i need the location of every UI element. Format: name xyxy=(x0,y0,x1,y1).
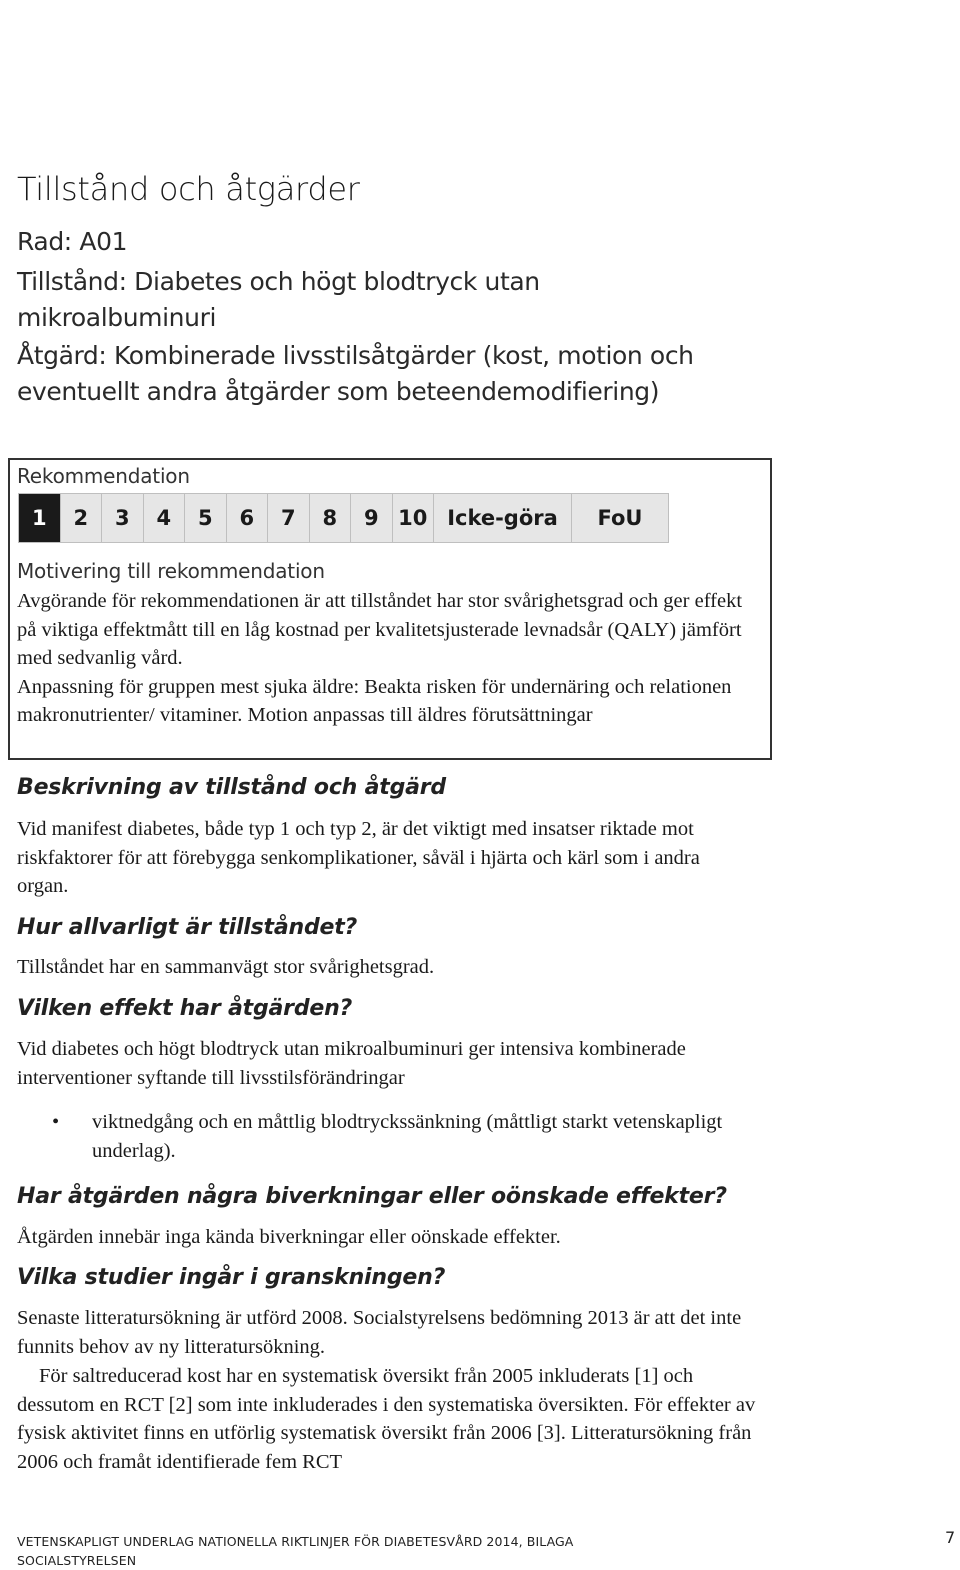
scale-cell-1: 1 xyxy=(19,494,61,542)
scale-cell-3: 3 xyxy=(102,494,144,542)
scale-cell-9: 9 xyxy=(351,494,393,542)
recommendation-label: Rekommendation xyxy=(17,464,190,488)
anpassning-paragraph: Anpassning för gruppen mest sjuka äldre: Beakta risken för undernäring och relationen makronutrienter/ vitaminer. Motion anpassas till äldres förutsättningar xyxy=(17,675,732,727)
scale-cell-fou: FoU xyxy=(597,506,643,530)
beskrivning-heading: Beskrivning av tillstånd och åtgärd xyxy=(17,775,446,800)
effekt-text: Vid diabetes och högt blodtryck utan mikroalbuminuri ger intensiva kombinerade interventioner syftande till livsstilsförändringar xyxy=(17,1038,686,1089)
page-number: 7 xyxy=(945,1528,956,1547)
studier-text-1: Senaste litteratursökning är utförd 2008. Socialstyrelsens bedömning 2013 är att det inte funnits behov av ny litteratursökning. xyxy=(17,1307,742,1358)
motivering-paragraph: Avgörande för rekommendationen är att tillståndet har stor svårighetsgrad och ger effekt på viktiga effektmått till en låg kostnad per kvalitetsjusterade levnadsår (QALY) jämfört med sedvanlig vård. xyxy=(17,590,743,670)
allvarligt-heading: Hur allvarligt är tillståndet? xyxy=(17,915,358,940)
scale-cell-icke-gora: Icke-göra xyxy=(434,494,572,542)
bullet-icon: • xyxy=(52,1111,60,1133)
rad-label: Rad: A01 xyxy=(17,227,128,256)
effekt-heading: Vilken effekt har åtgärden? xyxy=(17,996,353,1021)
scale-cell-4: 4 xyxy=(144,494,186,542)
footer-text: VETENSKAPLIGT UNDERLAG NATIONELLA RIKTLINJER FÖR DIABETESVÅRD 2014, BILAGA SOCIALSTYRELSEN xyxy=(17,1534,574,1568)
scale-cell-5: 5 xyxy=(185,494,227,542)
page-title: Tillstånd och åtgärder xyxy=(17,170,360,208)
scale-cell-6: 6 xyxy=(227,494,269,542)
effekt-bullet-text: viktnedgång och en måttlig blodtryckssänkning (måttligt starkt vetenskapligt underlag). xyxy=(92,1111,723,1162)
studier-heading: Vilka studier ingår i granskningen? xyxy=(17,1265,446,1290)
allvarligt-text: Tillståndet har en sammanvägt stor svårighetsgrad. xyxy=(17,956,435,978)
tillstand-label: Tillstånd: Diabetes och högt blodtryck utan mikroalbuminuri xyxy=(17,267,540,332)
scale-cell-8: 8 xyxy=(310,494,352,542)
biverkningar-text: Åtgärden innebär inga kända biverkningar eller oönskade effekter. xyxy=(17,1226,561,1248)
beskrivning-text: Vid manifest diabetes, både typ 1 och typ 2, är det viktigt med insatser riktade mot riskfaktorer för att förebygga senkomplikationer, såväl i hjärta och kärl som i andra organ. xyxy=(17,818,700,898)
scale-cell-7: 7 xyxy=(268,494,310,542)
motivering-label: Motivering till rekommendation xyxy=(17,559,325,583)
atgard-label: Åtgärd: Kombinerade livsstilsåtgärder (kost, motion och eventuellt andra åtgärder som beteendemodifiering) xyxy=(17,341,694,406)
biverkningar-heading: Har åtgärden några biverkningar eller oönskade effekter? xyxy=(17,1184,727,1209)
studier-text-2: För saltreducerad kost har en systematisk översikt från 2005 inkluderats [1] och dessutom en RCT [2] som inte inkluderades i den systematiska översikten. För effekter av fysisk aktivitet finns en utförlig systematisk översikt från 2006 [3]. Litteratursökning från 2006 och framåt identifierade fem RCT xyxy=(17,1365,756,1473)
scale-cell-10: 10 xyxy=(393,494,435,542)
recommendation-scale xyxy=(18,493,669,543)
motivering-text xyxy=(17,587,762,730)
scale-cell-2: 2 xyxy=(61,494,103,542)
